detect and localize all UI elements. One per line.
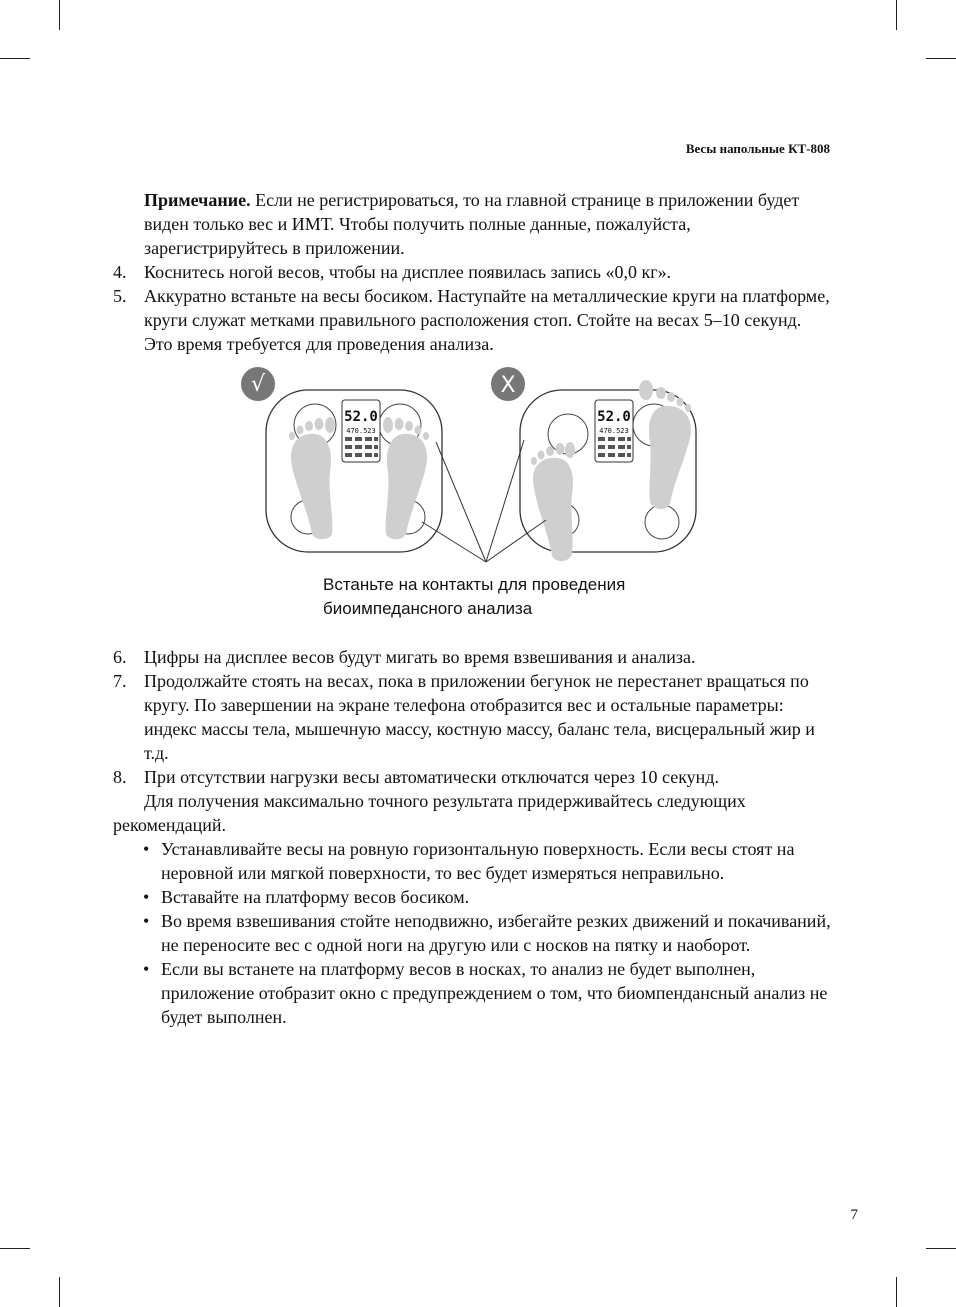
bullet-dot: • (143, 911, 150, 931)
left-display-line2: 470.523 (346, 427, 376, 435)
crop-mark (896, 1277, 897, 1307)
bullet-item (113, 837, 833, 885)
crop-mark (59, 1277, 60, 1307)
right-display-weight: 52.0 (597, 409, 631, 425)
bullet-item (113, 885, 833, 909)
left-display-weight: 52.0 (344, 409, 378, 425)
recommendation-intro: Для получения максимально точного результата придерживайтесь следующих рекомендаций. (113, 791, 746, 835)
list-item (113, 765, 833, 789)
list-item (113, 260, 833, 284)
left-scale-display (342, 400, 380, 462)
bullet-item (113, 957, 833, 1029)
note-label: Примечание. (144, 190, 251, 210)
item-text: Цифры на дисплее весов будут мигать во время взвешивания и анализа. (144, 647, 696, 667)
bullet-text: Если вы встанете на платформу весов в носках, то анализ не будет выполнен, приложение отобразит окно с предупреждением о том, что биомпендансный анализ не будет выполнен. (161, 959, 828, 1027)
crop-mark (0, 1248, 30, 1249)
right-display-line2: 470.523 (599, 427, 629, 435)
crop-mark (896, 0, 897, 30)
item-text: Аккуратно встаньте на весы босиком. Наступайте на металлические круги на платформе, круги служат метками правильного расположения стоп. Стойте на весах 5–10 секунд. Это время требуется для проведения анализа. (144, 286, 830, 354)
item-number: 8. (113, 767, 127, 787)
crop-mark (926, 1248, 956, 1249)
upper-text-block (113, 188, 833, 356)
item-number: 4. (113, 262, 127, 282)
item-text: Продолжайте стоять на весах, пока в приложении бегунок не перестанет вращаться по кругу. По завершении на экране телефона отобразится вес и остальные параметры: индекс массы тела, мышечную массу, костную массу, баланс тела, висцеральный жир и т.д. (144, 671, 815, 763)
list-item (113, 284, 833, 356)
wrong-mark-glyph: X (500, 373, 516, 398)
crop-mark (59, 0, 60, 30)
bullet-text: Устанавливайте весы на ровную горизонтальную поверхность. Если весы стоят на неровной или мягкой поверхности, то вес будет измеряться неправильно. (161, 839, 795, 883)
item-number: 7. (113, 671, 127, 691)
lower-text-block (113, 645, 833, 1029)
caption-line: Встаньте на контакты для проведения (323, 575, 626, 594)
list-item (113, 669, 833, 765)
note-text: Если не регистрироваться, то на главной странице в приложении будет виден только вес и ИМТ. Чтобы получить полные данные, пожалуйста, зарегистрируйтесь в приложении. (144, 190, 800, 258)
bullet-dot: • (143, 887, 150, 907)
crop-mark (0, 58, 30, 59)
bullet-item (113, 909, 833, 957)
caption-line: биоимпедансного анализа (323, 599, 533, 618)
running-header: Весы напольные КТ-808 (685, 141, 830, 156)
bullet-dot: • (143, 959, 150, 979)
item-text: При отсутствии нагрузки весы автоматически отключатся через 10 секунд. (144, 767, 719, 787)
crop-mark (926, 58, 956, 59)
correct-mark-glyph: √ (250, 372, 266, 397)
list-item (113, 645, 833, 669)
note-paragraph (113, 188, 833, 260)
item-number: 5. (113, 286, 127, 306)
page-number: 7 (850, 1207, 858, 1223)
bullet-text: Вставайте на платформу весов босиком. (161, 887, 470, 907)
item-number: 6. (113, 647, 127, 667)
bullet-text: Во время взвешивания стойте неподвижно, избегайте резких движений и покачиваний, не переносите вес с одной ноги на другую или с носков на пятку и наоборот. (161, 911, 831, 955)
right-scale-display (595, 400, 633, 462)
figure-caption (323, 573, 625, 621)
item-text: Коснитесь ногой весов, чтобы на дисплее появилась запись «0,0 кг». (144, 262, 672, 282)
bullet-dot: • (143, 839, 150, 859)
